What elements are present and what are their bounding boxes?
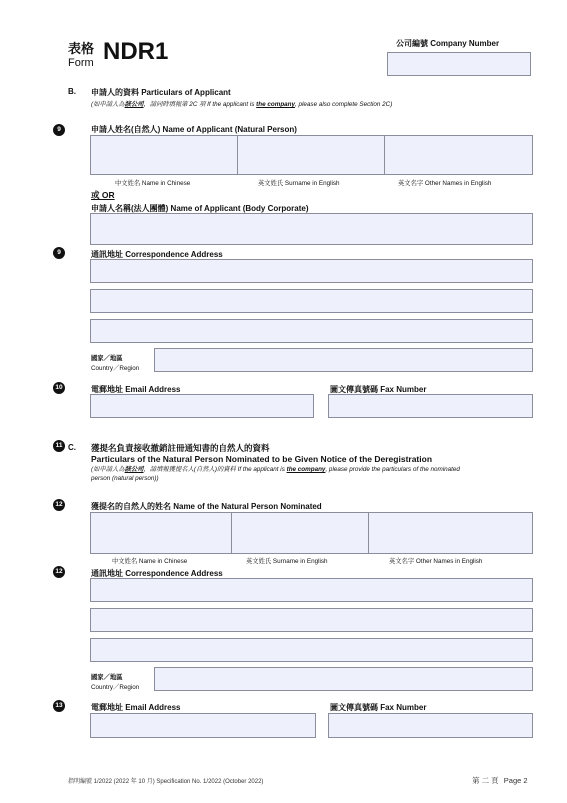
note-emph: the company — [256, 101, 296, 108]
item-number-badge: 9 — [53, 247, 65, 259]
nominee-fax-field[interactable] — [328, 713, 533, 738]
company-number-field[interactable] — [387, 52, 531, 76]
footer-page — [472, 775, 528, 786]
applicant-name-chinese-field[interactable] — [90, 135, 238, 175]
country-label-zh: 國家／地區 — [91, 355, 123, 362]
note-part: (如申請人為 — [91, 466, 125, 473]
footer-specification: 指明編號 1/2022 (2022 年 10 月) Specification No. 1/2022 (October 2022) — [68, 779, 264, 785]
nominee-name-chinese-field[interactable] — [90, 512, 232, 554]
note-emph: the company — [286, 466, 326, 473]
note-emph: 該公司 — [124, 101, 144, 108]
col-label-other: 英文名字 Other Names in English — [398, 180, 492, 187]
note-part: , please provide the particulars of the nominated — [325, 466, 460, 473]
country-label-en: Country／Region — [91, 365, 140, 372]
applicant-other-names-field[interactable] — [384, 135, 533, 175]
applicant-name-label: 申請人姓名(自然人) Name of Applicant (Natural Person) — [91, 125, 297, 134]
fax-label: 圖文傳真號碼 Fax Number — [330, 385, 427, 394]
col-label-chinese: 中文姓名 Name in Chinese — [115, 180, 191, 187]
note-part: (如申請人為 — [91, 101, 125, 108]
email-label: 電郵地址 Email Address — [91, 385, 181, 394]
nominee-country-field[interactable] — [154, 667, 533, 691]
nominee-email-label: 電郵地址 Email Address — [91, 703, 181, 712]
nominee-address-line-2[interactable] — [90, 608, 533, 632]
section-c-title-en: Particulars of the Natural Person Nominated to be Given Notice of the Deregistration — [91, 454, 433, 464]
note-part: person (natural person)) — [91, 475, 159, 482]
address-line-2[interactable] — [90, 289, 533, 313]
body-corporate-field[interactable] — [90, 213, 533, 245]
page-zh: 第 二 頁 — [472, 776, 499, 785]
correspondence-address-label: 通訊地址 Correspondence Address — [91, 250, 223, 259]
section-b-title: 申請人的資料 Particulars of Applicant — [91, 88, 231, 97]
col-label-other: 英文名字 Other Names in English — [389, 558, 483, 565]
nominee-other-names-field[interactable] — [368, 512, 533, 554]
page-en: Page 2 — [503, 776, 528, 785]
nominee-surname-field[interactable] — [231, 512, 369, 554]
item-number-badge: 13 — [53, 700, 65, 712]
applicant-surname-field[interactable] — [237, 135, 385, 175]
item-number-badge: 12 — [53, 566, 65, 578]
nominee-fax-label: 圖文傳真號碼 Fax Number — [330, 703, 427, 712]
fax-field[interactable] — [328, 394, 533, 418]
email-field[interactable] — [90, 394, 314, 418]
item-number-badge: 10 — [53, 382, 65, 394]
company-number-label: 公司編號 Company Number — [396, 39, 500, 48]
form-code: NDR1 — [103, 38, 169, 65]
note-part: ，請同時填報第 2C 項 If the applicant is — [143, 101, 257, 108]
country-label-en: Country／Region — [91, 684, 140, 691]
country-field[interactable] — [154, 348, 533, 372]
col-label-surname: 英文姓氏 Surname in English — [246, 558, 328, 565]
item-number-badge: 11 — [53, 440, 65, 452]
section-c-title-zh: 獲提名負責接收撤銷註冊通知書的自然人的資料 — [91, 443, 270, 453]
section-c-note — [91, 465, 541, 483]
nominee-name-label: 獲提名的自然人的姓名 Name of the Natural Person Nominated — [91, 502, 322, 511]
form-label-zh: 表格 — [68, 41, 95, 56]
item-number-badge: 9 — [53, 124, 65, 136]
form-title — [68, 38, 94, 69]
country-label-zh: 國家／地區 — [91, 674, 123, 681]
note-emph: 該公司 — [124, 466, 144, 473]
or-label: 或 OR — [91, 190, 115, 200]
item-number-badge: 12 — [53, 499, 65, 511]
nominee-address-line-3[interactable] — [90, 638, 533, 662]
section-b-letter: B. — [68, 87, 76, 96]
col-label-surname: 英文姓氏 Surname in English — [258, 180, 340, 187]
address-line-1[interactable] — [90, 259, 533, 283]
section-c-letter: C. — [68, 443, 76, 452]
note-part: , please also complete Section 2C) — [295, 101, 393, 108]
section-b-note — [91, 99, 392, 108]
nominee-address-label: 通訊地址 Correspondence Address — [91, 569, 223, 578]
nominee-address-line-1[interactable] — [90, 578, 533, 602]
col-label-chinese: 中文姓名 Name in Chinese — [112, 558, 188, 565]
form-label-en: Form — [68, 57, 94, 69]
address-line-3[interactable] — [90, 319, 533, 343]
body-corporate-label: 申請人名稱(法人團體) Name of Applicant (Body Corporate) — [91, 204, 309, 213]
nominee-email-field[interactable] — [90, 713, 316, 738]
note-part: ，請填報獲提名人(自然人)的資料 If the applicant is — [143, 466, 287, 473]
